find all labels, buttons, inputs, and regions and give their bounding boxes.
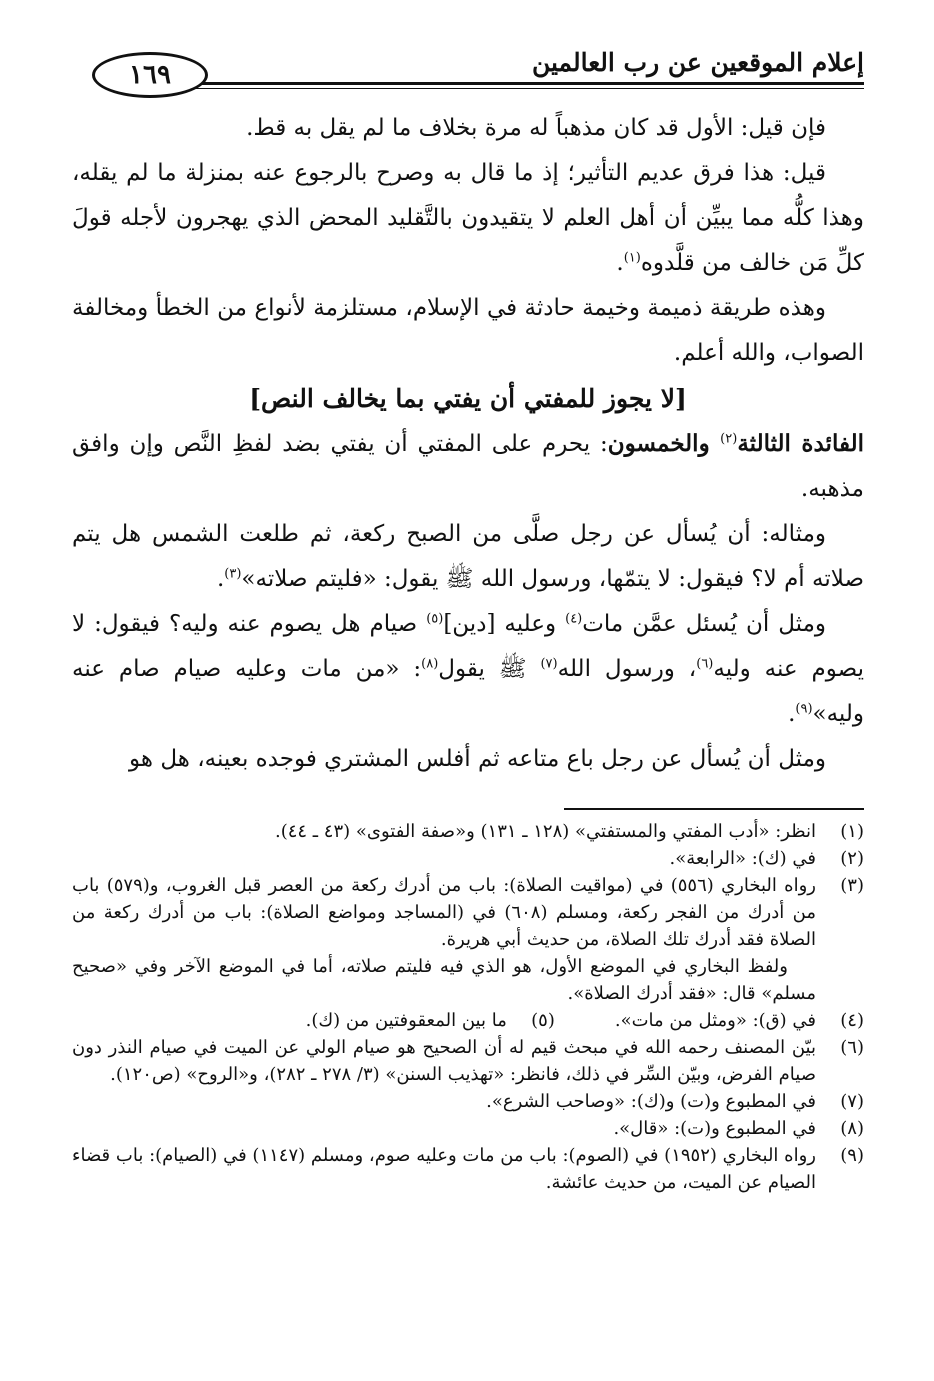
footnote-3-part1: رواه البخاري (٥٥٦) في (مواقيت الصلاة): باب من أدرك ركعة من العصر قبل الغروب، و(٥٧٩) باب من أدرك من الفجر ركعة، ومسلم (٦٠٨) في (المساجد ومواضع الصلاة): باب من أدرك ركعة من الصلاة فقد أدرك تلك الصلاة، من حديث أبي هريرة. (72, 875, 816, 950)
footnote-ref-7[interactable]: (٧) (540, 656, 558, 672)
paragraph-2-end: . (616, 250, 624, 276)
page-number: ١٦٩ (92, 52, 208, 98)
paragraph-6-a: ومثل أن يُسئل عمَّن مات (582, 611, 827, 637)
footnote-number: (٥) (531, 1010, 555, 1031)
footnote-text: في (ق): «ومثل من مات». (614, 1010, 816, 1031)
book-title: إعلام الموقعين عن رب العالمين (531, 48, 864, 77)
paragraph-1: فإن قيل: الأول قد كان مذهباً له مرة بخلاف ما لم يقل به قط. (246, 115, 826, 141)
footnote-text: ما بين المعقوفتين من (ك). (305, 1010, 507, 1031)
paragraph-4 (72, 421, 864, 512)
footnote-number: (٤) (840, 1010, 864, 1031)
paragraph-6-d: ، ورسول الله (557, 656, 697, 682)
footnote-3-part2: ولفظ البخاري في الموضع الأول، هو الذي فيه فليتم صلاته، أما في الموضع الآخر وفي «صحيح مسلم» قال: «فقد أدرك الصلاة». (72, 956, 816, 1004)
paragraph-2-text: قيل: هذا فرق عديم التأثير؛ إذ ما قال به وصرح بالرجوع عنه بمنزلة ما لم يقله، وهذا كلُّه مما يبيِّن أن أهل العلم لا يتقيدون بالتَّقليد المحض الذي يهجرون لأجله قولَ كلِّ مَن خالف من قلَّدوه (72, 160, 864, 276)
paragraph-6-b: وعليه [دين] (443, 611, 566, 637)
paragraph-5-text: ومثاله: أن يُسأل عن رجل صلَّى من الصبح ركعة، ثم طلعت الشمس هل يتم صلاته أم لا؟ فيقول: لا يتمّها، ورسول الله ﷺ يقول: «فليتم صلاته» (72, 521, 864, 592)
paragraph-4-lead2: والخمسون (607, 430, 721, 457)
paragraph-6-end: . (788, 701, 796, 727)
footnote-pair-4-5 (72, 1007, 864, 1034)
footnote-ref-4[interactable]: (٤) (565, 611, 583, 627)
page-header (92, 42, 864, 90)
footnote-ref-2[interactable]: (٢) (720, 431, 738, 447)
footnote-number: (٣) (840, 875, 864, 896)
footnote-ref-5[interactable]: (٥) (426, 611, 444, 627)
footnote-text: في المطبوع و(ت) و(ك): «وصاحب الشرع». (486, 1091, 816, 1112)
paragraph-6 (72, 602, 864, 737)
footnote-number: (١) (840, 821, 864, 842)
footnote-number: (٩) (840, 1145, 864, 1166)
footnote-text: في (ك): «الرابعة». (669, 848, 816, 869)
footnote-ref-8[interactable]: (٨) (421, 656, 439, 672)
footnote-3 (72, 872, 864, 1007)
paragraph-6-e: ﷺ يقول (438, 656, 541, 682)
paragraph-4-text: : يحرم على المفتي أن يفتي بضد لفظِ النَّص وإن وافق مذهبه. (72, 431, 864, 502)
paragraph-7: ومثل أن يُسأل عن رجل باع متاعه ثم أفلس المشتري فوجده بعينه، هل هو (129, 746, 826, 772)
paragraph-4-lead: الفائدة الثالثة (737, 430, 864, 457)
footnote-number: (٨) (840, 1118, 864, 1139)
footnote-9 (72, 1142, 864, 1196)
paragraph-5-end: . (216, 566, 225, 592)
header-rule-thin (192, 88, 864, 89)
main-text (72, 106, 864, 782)
footnote-divider (564, 808, 864, 810)
footnote-1 (72, 818, 864, 845)
footnote-text: بيّن المصنف رحمه الله في مبحث قيم له أن الصحيح هو صيام الولي عن الميت في صيام النذر دون صيام الفرض، وبيّن السِّر في ذلك، فانظر: «تهذيب السنن» (٣/ ٢٧٨ ـ ٢٨٢)، و«الروح» (ص١٢٠). (72, 1037, 816, 1085)
footnote-ref-1[interactable]: (١) (623, 250, 641, 266)
footnote-6 (72, 1034, 864, 1088)
paragraph-5 (72, 512, 864, 602)
footnote-text: انظر: «أدب المفتي والمستفتي» (١٢٨ ـ ١٣١) و«صفة الفتوى» (٤٣ ـ ٤٤). (274, 821, 816, 842)
footnotes (72, 818, 864, 1196)
footnote-number: (٧) (840, 1091, 864, 1112)
footnote-number: (٦) (840, 1037, 864, 1058)
paragraph-6-c: صيام هل يصوم عنه وليه؟ فيقول: لا يصوم عنه وليه (72, 611, 864, 682)
footnote-ref-9[interactable]: (٩) (795, 701, 813, 717)
paragraph-3: وهذه طريقة ذميمة وخيمة حادثة في الإسلام، مستلزمة لأنواع من الخطأ ومخالفة الصواب، والله أعلم. (72, 295, 864, 366)
footnote-text: في المطبوع و(ت): «قال». (613, 1118, 816, 1139)
footnote-ref-6[interactable]: (٦) (696, 656, 714, 672)
footnote-text: رواه البخاري (١٩٥٢) في (الصوم): باب من مات وعليه صوم، ومسلم (١١٤٧) في (الصيام): باب قضاء الصيام عن الميت، من حديث عائشة. (72, 1145, 816, 1193)
section-heading: [لا يجوز للمفتي أن يفتي بما يخالف النص] (249, 384, 687, 413)
footnote-ref-3[interactable]: (٣) (224, 566, 242, 582)
header-rule-thick (192, 82, 864, 85)
paragraph-6-f: : «من مات وعليه صيام صام عنه وليه» (72, 656, 864, 727)
footnote-number: (٢) (840, 848, 864, 869)
footnote-5 (306, 1007, 555, 1034)
footnote-8 (72, 1115, 864, 1142)
paragraph-2 (72, 151, 864, 286)
footnote-2 (72, 845, 864, 872)
footnote-7 (72, 1088, 864, 1115)
footnote-4 (615, 1007, 864, 1034)
footnote-text (72, 872, 816, 1007)
